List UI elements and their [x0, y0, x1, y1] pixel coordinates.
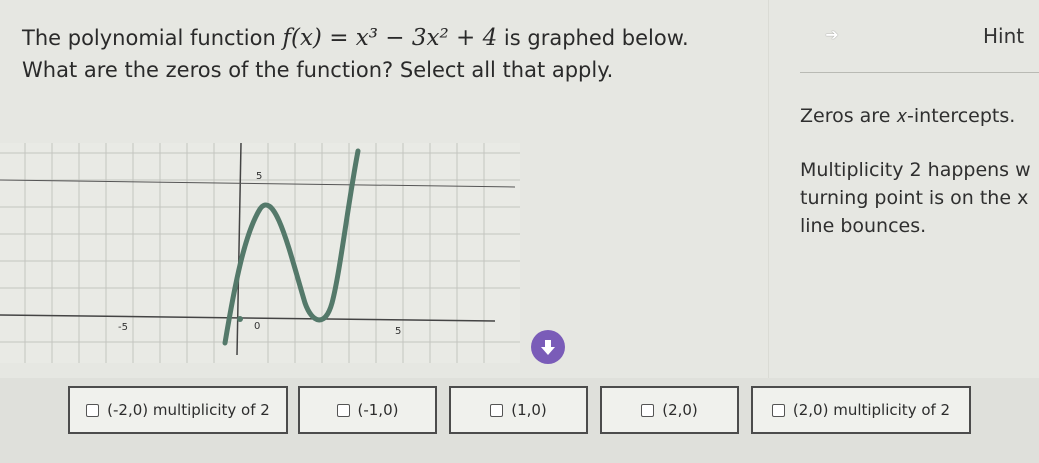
hint-body — [800, 102, 1039, 240]
hint-divider — [800, 72, 1039, 73]
hint-line-multiplicity-2: turning point is on the x — [800, 187, 1029, 209]
scroll-down-button[interactable] — [531, 330, 565, 364]
checkbox-icon[interactable] — [641, 404, 654, 417]
function-graph — [0, 143, 520, 363]
tick-label-neg5: -5 — [118, 322, 128, 333]
choice-label: (2,0) — [662, 401, 698, 419]
question-text — [22, 22, 742, 86]
hint-line-zeros: Zeros are 𝑥-intercepts. — [800, 105, 1016, 127]
graph-svg — [0, 143, 520, 363]
arrow-down-circle-icon — [538, 337, 558, 357]
choice-neg1[interactable] — [298, 386, 437, 434]
choice-1[interactable] — [449, 386, 588, 434]
checkbox-icon[interactable] — [86, 404, 99, 417]
hint-next-button[interactable] — [808, 22, 856, 46]
choice-2-mult2[interactable] — [751, 386, 971, 434]
checkbox-icon[interactable] — [337, 404, 350, 417]
arrow-right-icon: ➔ — [825, 24, 839, 44]
checkbox-icon[interactable] — [490, 404, 503, 417]
tick-label-5: 5 — [395, 326, 402, 337]
checkbox-icon[interactable] — [772, 404, 785, 417]
question-suffix: is graphed below. What are the zeros of the function? Select all that apply. — [22, 26, 689, 82]
hint-line-multiplicity-3: line bounces. — [800, 215, 927, 237]
hint-title: Hint — [983, 24, 1025, 48]
tick-label-y5: 5 — [256, 171, 263, 182]
function-formula: f(x) = x³ − 3x² + 4 — [282, 25, 498, 51]
hint-line-multiplicity-1: Multiplicity 2 happens w — [800, 159, 1031, 181]
choice-label: (-2,0) multiplicity of 2 — [107, 401, 270, 419]
choice-label: (2,0) multiplicity of 2 — [792, 401, 951, 419]
question-prefix: The polynomial function — [22, 26, 283, 50]
choice-2[interactable] — [600, 386, 739, 434]
panel-divider — [768, 0, 769, 378]
choice-neg2-mult2[interactable] — [68, 386, 288, 434]
tick-label-0: 0 — [254, 321, 261, 332]
choice-label: (1,0) — [511, 401, 547, 419]
choice-label: (-1,0) — [357, 401, 399, 419]
zero-point-marker — [237, 316, 243, 322]
